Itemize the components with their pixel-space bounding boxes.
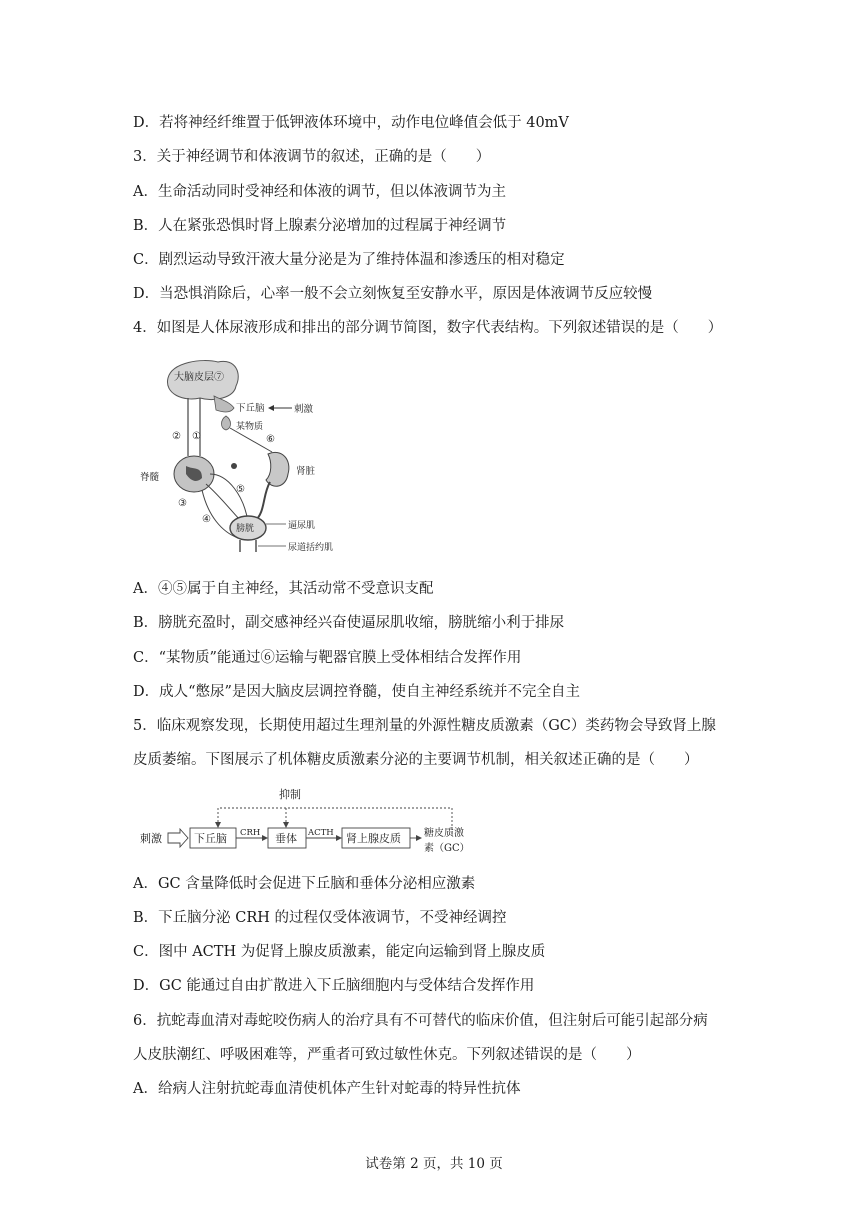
q5-option-a: A．GC 含量降低时会促进下丘脑和垂体分泌相应激素 [133,876,476,892]
urine-regulation-figure [140,356,380,562]
adrenal-box: 肾上腺皮质 [346,832,401,845]
q3-stem: 3．关于神经调节和体液调节的叙述，正确的是（ ） [133,149,491,165]
gc-label-line1: 糖皮质激 [424,828,464,839]
stimulus-label-2: 刺激 [140,832,162,845]
crh-label: CRH [240,828,261,838]
hypothalamus-shape [214,396,234,412]
gc-regulation-figure [136,784,516,860]
number-3: ③ [178,498,187,509]
q4-stem: 4．如图是人体尿液形成和排出的部分调节简图，数字代表结构。下列叙述错误的是（ ） [133,320,723,336]
cortex-label: 大脑皮层⑦ [174,372,224,383]
kidney-shape [266,452,289,486]
q6-stem-1: 6．抗蛇毒血清对毒蛇咬伤病人的治疗具有不可替代的临床价值，但注射后可能引起部分病 [133,1013,708,1029]
pituitary-box: 垂体 [275,832,297,845]
page-footer: 试卷第 2 页，共 10 页 [365,1156,503,1172]
number-4: ④ [202,514,211,525]
q5-stem-2: 皮质萎缩。下图展示了机体糖皮质激素分泌的主要调节机制，相关叙述正确的是（ ） [133,752,699,768]
q3-option-b: B．人在紧张恐惧时肾上腺素分泌增加的过程属于神经调节 [133,218,507,234]
q3-option-c: C．剧烈运动导致汗液大量分泌是为了维持体温和渗透压的相对稳定 [133,252,565,268]
q4-option-b: B．膀胱充盈时，副交感神经兴奋使逼尿肌收缩，膀胱缩小利于排尿 [133,615,565,631]
bladder-label: 膀胱 [236,524,255,534]
hypothalamus-box: 下丘脑 [194,832,227,845]
q5-option-b: B．下丘脑分泌 CRH 的过程仅受体液调节，不受神经调控 [133,910,507,926]
q3-option-d: D．当恐惧消除后，心率一般不会立刻恢复至安静水平，原因是体液调节反应较慢 [133,286,653,302]
q4-option-a: A．④⑤属于自主神经，其活动常不受意识支配 [133,581,434,597]
q5-stem-1: 5．临床观察发现，长期使用超过生理剂量的外源性糖皮质激素（GC）类药物会导致肾上腺 [133,718,716,734]
q6-option-a: A．给病人注射抗蛇毒血清使机体产生针对蛇毒的特异性抗体 [133,1081,521,1097]
q3-option-a: A．生命活动同时受神经和体液的调节，但以体液调节为主 [133,184,506,200]
q5-option-d: D．GC 能通过自由扩散进入下丘脑细胞内与受体结合发挥作用 [133,978,535,994]
number-5: ⑤ [236,484,245,495]
gc-label-line2: 素（GC） [424,843,470,854]
q2-option-d: D．若将神经纤维置于低钾液体环境中，动作电位峰值会低于 40mV [133,115,569,131]
number-2: ② [172,431,181,442]
q5-option-c: C．图中 ACTH 为促肾上腺皮质激素，能定向运输到肾上腺皮质 [133,944,546,960]
spinal-label: 脊髓 [140,472,160,483]
hypothalamus-label: 下丘脑 [236,403,265,414]
q4-option-d: D．成人“憋尿”是因大脑皮层调控脊髓，使自主神经系统并不完全自主 [133,684,580,700]
q4-option-c: C．“某物质”能通过⑥运输与靶器官膜上受体相结合发挥作用 [133,650,522,666]
acth-label: ACTH [308,828,334,838]
stimulus-label: 刺激 [294,404,314,415]
sphincter-label: 尿道括约肌 [288,543,334,553]
detrusor-label: 逼尿肌 [288,521,316,531]
kidney-label: 肾脏 [296,466,316,477]
inhibit-label: 抑制 [279,788,301,801]
pituitary-shape [222,416,231,430]
substance-label: 某物质 [236,422,264,432]
number-6: ⑥ [266,434,275,445]
q6-stem-2: 人皮肤潮红、呼吸困难等，严重者可致过敏性休克。下列叙述错误的是（ ） [133,1047,641,1063]
number-1: ① [192,431,201,442]
